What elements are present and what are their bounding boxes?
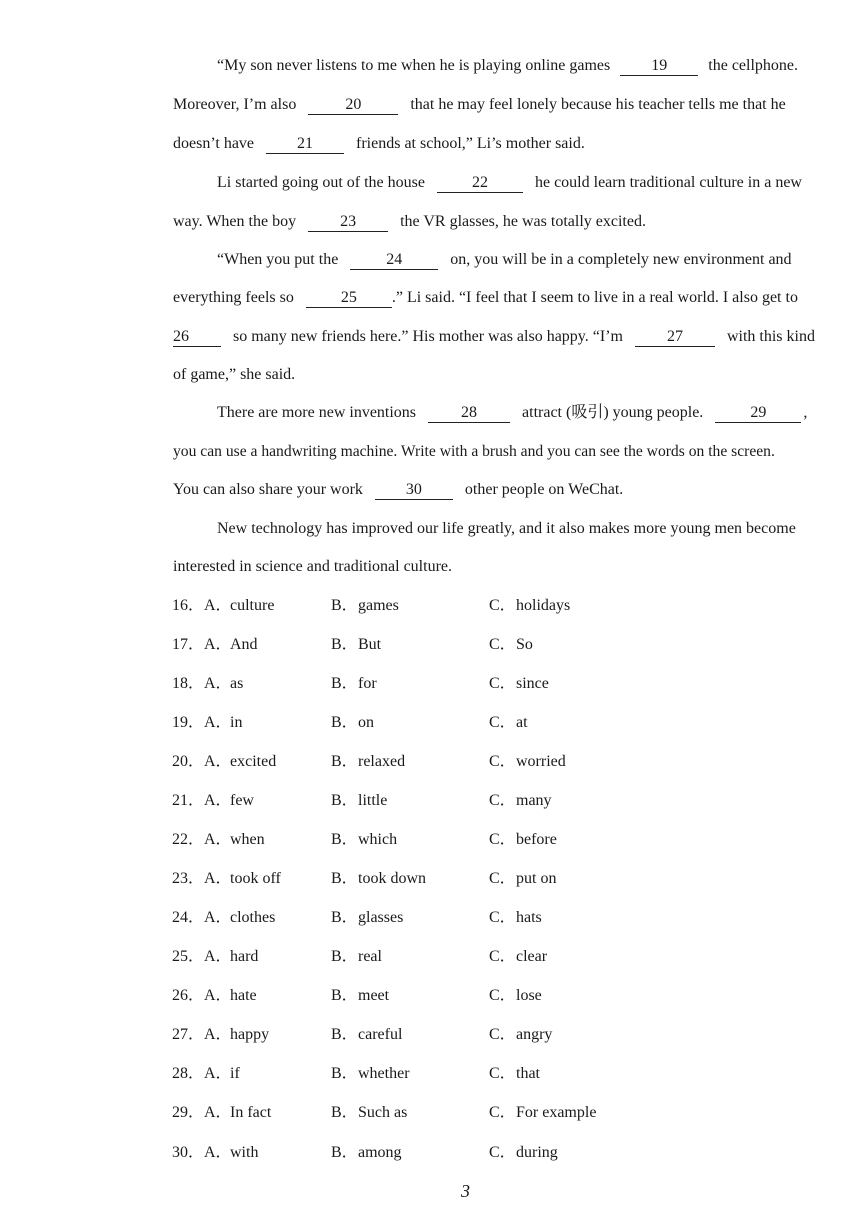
- passage-text: attract (吸引) young people.: [522, 404, 704, 421]
- option-c-label: C．: [489, 636, 516, 653]
- passage-line: [173, 134, 585, 154]
- option-b-label: B．: [331, 792, 358, 809]
- passage-line: [173, 480, 623, 500]
- option-b-label: B．: [331, 870, 358, 887]
- option-c: that: [516, 1065, 540, 1082]
- option-b: among: [358, 1144, 402, 1161]
- option-c-label: C．: [489, 870, 516, 887]
- blank-25: 25: [306, 289, 392, 308]
- passage-text: New technology has improved our life greatly, and it also makes more young men become: [217, 520, 796, 537]
- option-c-label: C．: [489, 675, 516, 692]
- blank-20: 20: [308, 96, 398, 115]
- option-b-label: B．: [331, 909, 358, 926]
- option-b: which: [358, 831, 398, 848]
- option-c: clear: [516, 948, 548, 965]
- passage-text: of game,” she said.: [173, 366, 296, 383]
- option-b-label: B．: [331, 753, 358, 770]
- option-a: In fact: [230, 1104, 272, 1121]
- question-number: 17．A．: [172, 636, 232, 653]
- question-number: 21．A．: [172, 792, 232, 809]
- option-b: Such as: [358, 1104, 408, 1121]
- passage-line: [217, 250, 792, 270]
- question-number: 25．A．: [172, 948, 232, 965]
- option-row-20: [0, 751, 867, 773]
- option-a: took off: [230, 870, 281, 887]
- passage-text: the VR glasses, he was totally excited.: [400, 213, 646, 230]
- blank-21: 21: [266, 135, 344, 154]
- passage-line: [217, 403, 807, 423]
- blank-19: 19: [620, 57, 698, 76]
- blank-28: 28: [428, 404, 510, 423]
- question-number: 22．A．: [172, 831, 232, 848]
- passage-text: that he may feel lonely because his teacher tells me that he: [410, 96, 786, 113]
- passage-text: .” Li said. “I feel that I seem to live in a real world. I also get to: [391, 289, 798, 306]
- passage-text: other people on WeChat.: [464, 481, 624, 498]
- option-b: games: [358, 597, 399, 614]
- option-b-label: B．: [331, 636, 358, 653]
- option-a: happy: [230, 1026, 270, 1043]
- option-c: during: [516, 1144, 558, 1161]
- passage-text: ,: [803, 404, 808, 421]
- passage-text: way. When the boy: [173, 213, 297, 230]
- blank-24: 24: [350, 251, 438, 270]
- option-b: on: [358, 714, 374, 731]
- option-b-label: B．: [331, 831, 358, 848]
- option-row-19: [0, 712, 867, 734]
- option-c: worried: [516, 753, 566, 770]
- option-b: took down: [358, 870, 426, 887]
- question-number: 23．A．: [172, 870, 232, 887]
- option-row-21: [0, 790, 867, 812]
- passage-line: [173, 365, 295, 385]
- passage-line: [173, 327, 815, 347]
- option-a: with: [230, 1144, 259, 1161]
- option-c-label: C．: [489, 1026, 516, 1043]
- passage-text: “My son never listens to me when he is playing online games: [217, 57, 611, 74]
- passage-text: the cellphone.: [708, 57, 799, 74]
- option-a: excited: [230, 753, 277, 770]
- option-a: few: [230, 792, 254, 809]
- option-c: angry: [516, 1026, 553, 1043]
- option-a: in: [230, 714, 243, 731]
- question-number: 27．A．: [172, 1026, 232, 1043]
- option-row-30: [0, 1142, 867, 1164]
- option-b: careful: [358, 1026, 403, 1043]
- option-row-17: [0, 634, 867, 656]
- option-b-label: B．: [331, 948, 358, 965]
- passage-text: There are more new inventions: [217, 404, 417, 421]
- option-c: lose: [516, 987, 542, 1004]
- blank-30: 30: [375, 481, 453, 500]
- option-c-label: C．: [489, 597, 516, 614]
- passage-line: [173, 442, 775, 462]
- option-a: hard: [230, 948, 259, 965]
- option-c: before: [516, 831, 557, 848]
- option-b-label: B．: [331, 675, 358, 692]
- option-c-label: C．: [489, 987, 516, 1004]
- option-a: clothes: [230, 909, 276, 926]
- option-b: little: [358, 792, 388, 809]
- question-number: 26．A．: [172, 987, 232, 1004]
- passage-text: doesn’t have: [173, 135, 255, 152]
- option-row-25: [0, 946, 867, 968]
- option-c: at: [516, 714, 528, 731]
- option-b: real: [358, 948, 382, 965]
- option-c-label: C．: [489, 909, 516, 926]
- passage-text: “When you put the: [217, 251, 339, 268]
- option-a: when: [230, 831, 265, 848]
- option-b-label: B．: [331, 597, 358, 614]
- passage-text: Li started going out of the house: [217, 174, 425, 191]
- passage-text: you can use a handwriting machine. Write with a brush and you can see the words on the screen.: [173, 443, 775, 460]
- option-a: culture: [230, 597, 275, 614]
- page-number: 3: [461, 1181, 470, 1201]
- passage-line: [173, 557, 452, 577]
- option-c-label: C．: [489, 714, 516, 731]
- option-c-label: C．: [489, 1104, 516, 1121]
- option-row-27: [0, 1024, 867, 1046]
- blank-26: 26: [173, 328, 221, 347]
- question-number: 20．A．: [172, 753, 232, 770]
- option-a: And: [230, 636, 258, 653]
- option-b-label: B．: [331, 1065, 358, 1082]
- option-c: For example: [516, 1104, 597, 1121]
- option-c-label: C．: [489, 792, 516, 809]
- option-c: many: [516, 792, 552, 809]
- passage-text: friends at school,” Li’s mother said.: [356, 135, 585, 152]
- option-row-28: [0, 1063, 867, 1085]
- passage-line: [173, 288, 798, 308]
- option-a: hate: [230, 987, 257, 1004]
- blank-29: 29: [715, 404, 801, 423]
- question-number: 24．A．: [172, 909, 232, 926]
- passage-text: with this kind: [726, 328, 815, 345]
- option-row-22: [0, 829, 867, 851]
- passage-text: so many new friends here.” His mother was also happy. “I’m: [233, 328, 623, 345]
- option-b-label: B．: [331, 987, 358, 1004]
- option-c-label: C．: [489, 1065, 516, 1082]
- passage-line: [217, 173, 802, 193]
- option-row-18: [0, 673, 867, 695]
- option-row-29: [0, 1102, 867, 1124]
- passage-text: You can also share your work: [173, 481, 363, 498]
- question-number: 19．A．: [172, 714, 232, 731]
- question-number: 29．A．: [172, 1104, 232, 1121]
- option-c: since: [516, 675, 549, 692]
- passage-text: everything feels so: [173, 289, 294, 306]
- option-c: So: [516, 636, 533, 653]
- blank-23: 23: [308, 213, 388, 232]
- option-a: as: [230, 675, 244, 692]
- option-c: hats: [516, 909, 542, 926]
- option-c-label: C．: [489, 948, 516, 965]
- passage-text: on, you will be in a completely new environment and: [450, 251, 792, 268]
- option-c-label: C．: [489, 831, 516, 848]
- option-c-label: C．: [489, 1144, 516, 1161]
- passage-text: he could learn traditional culture in a new: [534, 174, 802, 191]
- option-row-23: [0, 868, 867, 890]
- question-number: 28．A．: [172, 1065, 232, 1082]
- question-number: 30．A．: [172, 1144, 232, 1161]
- option-b: relaxed: [358, 753, 406, 770]
- passage-text: interested in science and traditional culture.: [173, 558, 452, 575]
- option-b-label: B．: [331, 1104, 358, 1121]
- option-b-label: B．: [331, 1026, 358, 1043]
- option-row-16: [0, 595, 867, 617]
- option-b: glasses: [358, 909, 404, 926]
- option-b: whether: [358, 1065, 410, 1082]
- option-a: if: [230, 1065, 240, 1082]
- option-b: for: [358, 675, 377, 692]
- option-b-label: B．: [331, 1144, 358, 1161]
- option-b-label: B．: [331, 714, 358, 731]
- question-number: 18．A．: [172, 675, 232, 692]
- option-b: But: [358, 636, 382, 653]
- option-c: put on: [516, 870, 557, 887]
- blank-22: 22: [437, 174, 523, 193]
- passage-line: [173, 95, 786, 115]
- question-number: 16．A．: [172, 597, 232, 614]
- blank-27: 27: [635, 328, 715, 347]
- option-row-24: [0, 907, 867, 929]
- option-c-label: C．: [489, 753, 516, 770]
- option-c: holidays: [516, 597, 571, 614]
- passage-line: [217, 56, 798, 76]
- option-row-26: [0, 985, 867, 1007]
- option-b: meet: [358, 987, 390, 1004]
- passage-line: [173, 212, 646, 232]
- passage-line: [217, 519, 796, 539]
- passage-text: Moreover, I’m also: [173, 96, 297, 113]
